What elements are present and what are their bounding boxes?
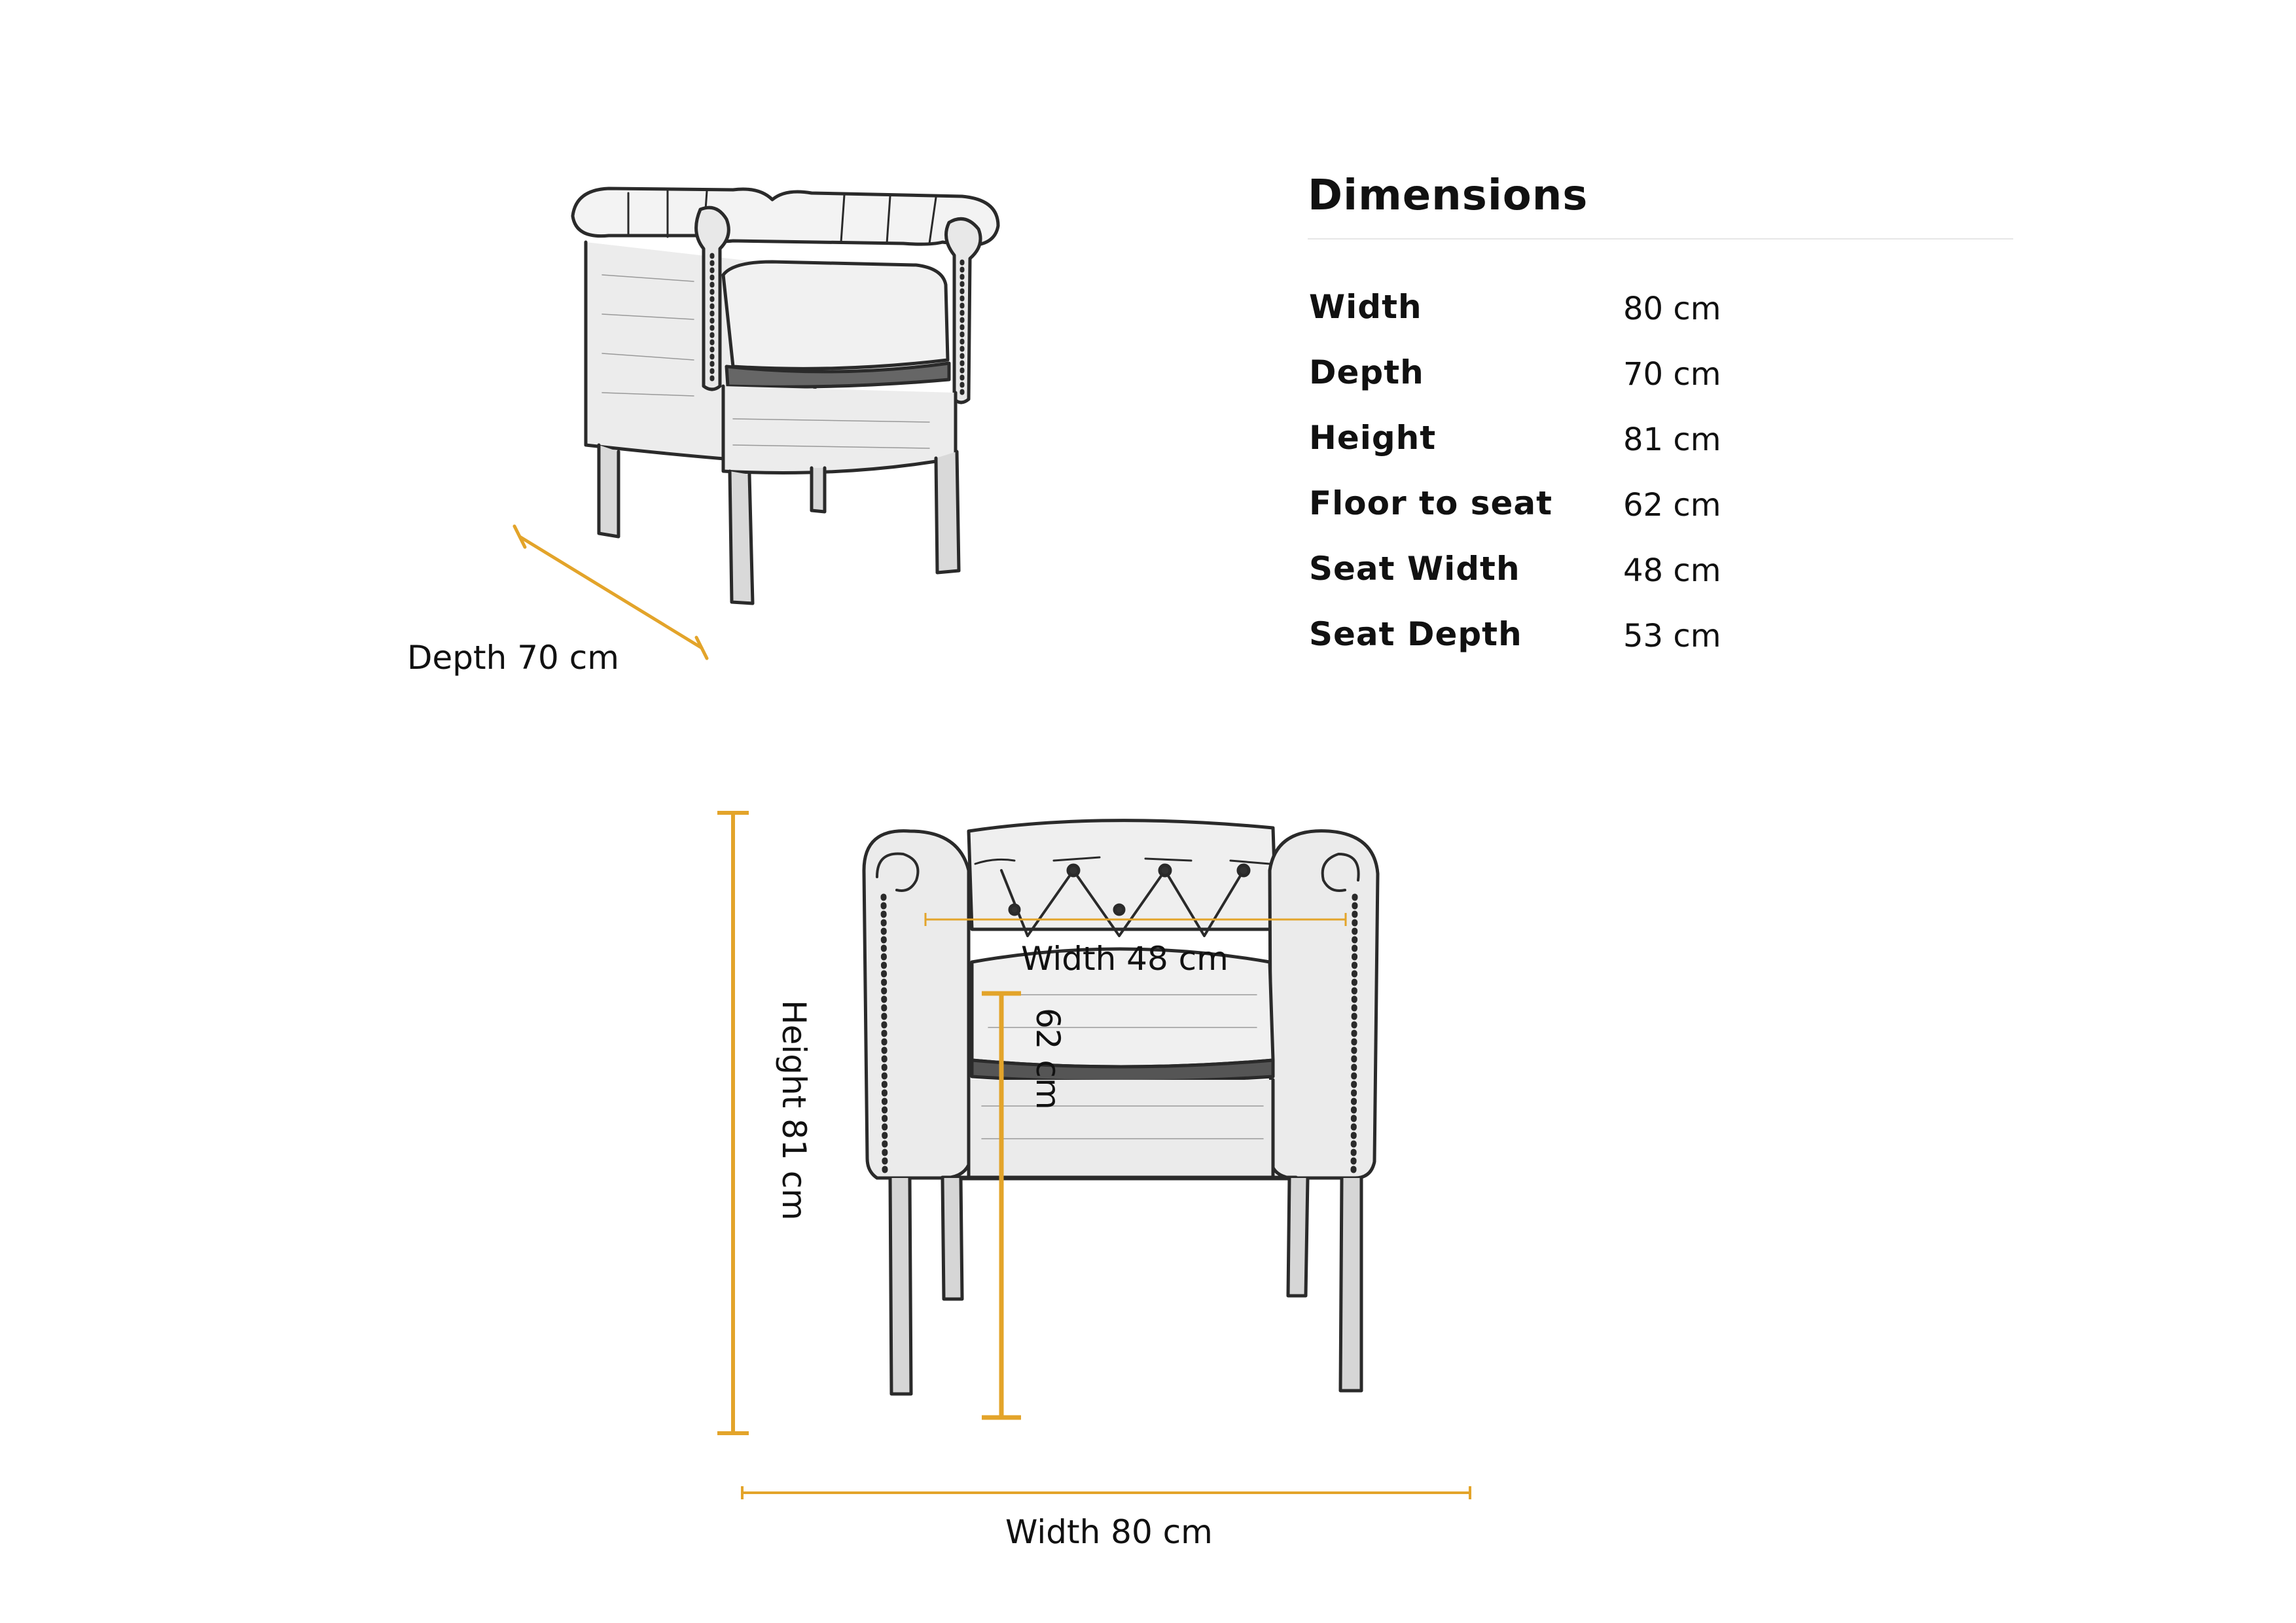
dimensions-table (1309, 288, 1964, 681)
dimension-label: Floor to seat (1309, 484, 1553, 522)
height-dimension-line (713, 809, 753, 1437)
width-dimension-line (740, 1483, 1473, 1503)
seat-height-label: 62 cm (1029, 1008, 1067, 1110)
dimension-value: 53 cm (1623, 618, 1721, 654)
seat-width-dimension-line (923, 910, 1348, 929)
dimension-row-seat-width (1309, 550, 1964, 615)
dimension-label: Width (1309, 288, 1422, 326)
dimension-label: Seat Depth (1309, 615, 1522, 653)
dimension-label: Seat Width (1309, 550, 1520, 588)
seat-height-dimension-line (975, 990, 1028, 1421)
dimension-row-depth (1309, 353, 1964, 419)
width-label: Width 80 cm (1005, 1513, 1213, 1551)
dimension-label: Depth (1309, 353, 1424, 391)
armchair-sketch-front-icon (838, 798, 1427, 1427)
dimensions-divider (1308, 238, 2013, 240)
dimension-row-seat-depth (1309, 615, 1964, 681)
dimension-row-height (1309, 419, 1964, 484)
dimension-row-floor-to-seat (1309, 484, 1964, 550)
seat-width-label: Width 48 cm (1021, 940, 1229, 978)
depth-label: Depth 70 cm (407, 639, 619, 677)
dimension-value: 70 cm (1623, 356, 1721, 393)
armchair-sketch-front (838, 798, 1427, 1427)
height-label: Height 81 cm (775, 1000, 813, 1221)
dimensions-title: Dimensions (1308, 171, 1588, 220)
dimension-value: 80 cm (1623, 291, 1721, 327)
dimension-value: 62 cm (1623, 487, 1721, 524)
dimension-row-width (1309, 288, 1964, 353)
dimension-value: 81 cm (1623, 421, 1721, 458)
dimension-label: Height (1309, 419, 1437, 457)
dimension-value: 48 cm (1623, 552, 1721, 589)
